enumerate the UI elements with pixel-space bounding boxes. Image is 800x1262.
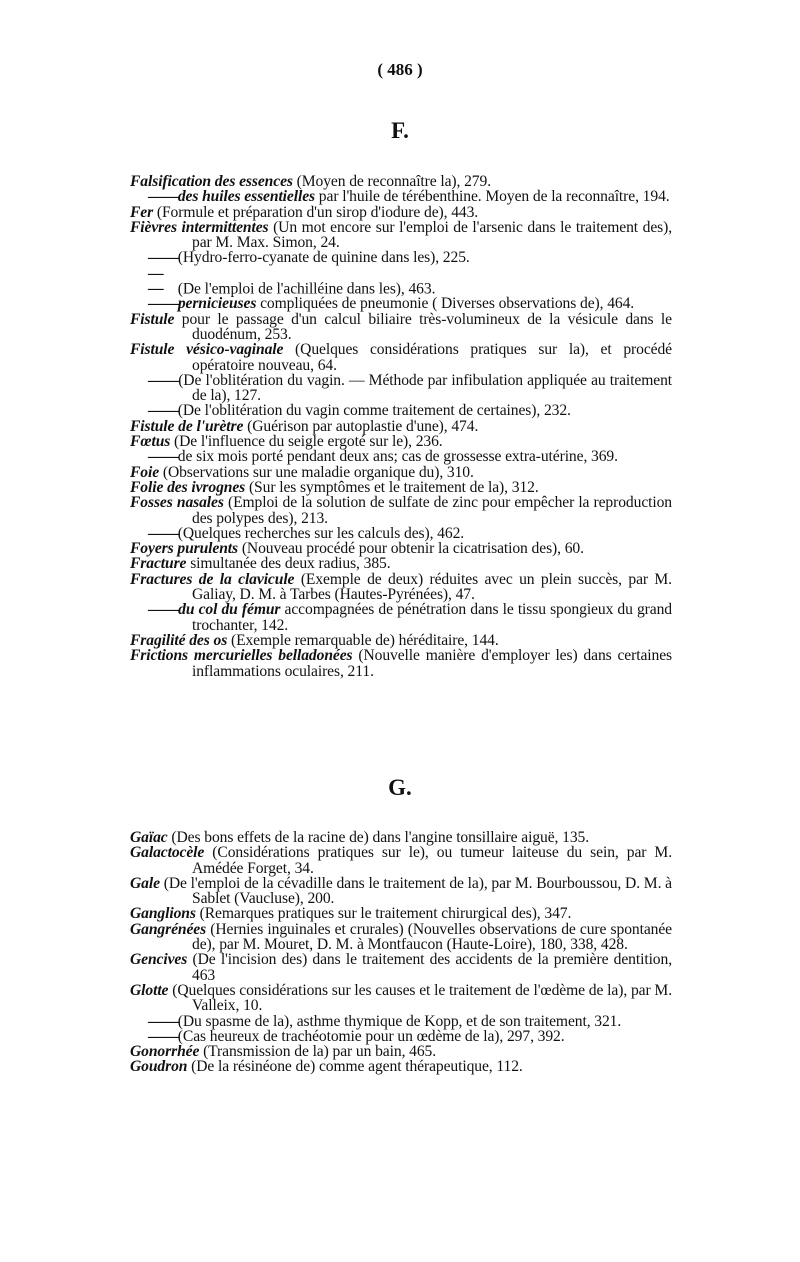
index-entry: —— (De l'oblitération du vagin. — Méthode par infibulation appliquée au traitement de la), 127. — [148, 371, 672, 405]
index-section-g — [130, 830, 672, 1075]
index-entry: Fistule vésico-vaginale (Quelques considérations pratiques sur la), et procédé opératoire nouveau, 64. — [130, 341, 672, 374]
index-entry: —— (Hydro-ferro-cyanate de quinine dans les), 225. — [148, 249, 470, 267]
index-entry: — — (De l'emploi de l'achilléine dans les), 463. — [148, 264, 436, 298]
index-entry: Ganglions (Remarques pratiques sur le traitement chirurgical des), 347. — [130, 905, 572, 923]
index-entry: —— (Quelques recherches sur les calculs des), 462. — [148, 524, 465, 542]
index-entry: Folie des ivrognes (Sur les symptômes et le traitement de la), 312. — [130, 478, 539, 496]
index-entry: Fracture simultanée des deux radius, 385. — [130, 555, 391, 573]
index-entry: Fistule de l'urètre (Guérison par autoplastie d'une), 474. — [130, 417, 479, 435]
index-entry: Gonorrhée (Transmission de la) par un bain, 465. — [130, 1043, 437, 1061]
index-entry: Gencives (De l'incision des) dans le traitement des accidents de la première dentition, 463 — [130, 951, 672, 984]
index-entry: Falsification des essences (Moyen de reconnaître la), 279. — [130, 173, 492, 190]
index-entry: Gale (De l'emploi de la cévadille dans le traitement de la), par M. Bourboussou, D. M. à Sablet (Vaucluse), 200. — [130, 874, 672, 908]
index-entry: Foie (Observations sur une maladie organique du), 310. — [130, 463, 474, 481]
index-entry: Gaïac (Des bons effets de la racine de) dans l'angine tonsillaire aiguë, 135. — [130, 829, 590, 846]
section-letter-f: F. — [391, 118, 409, 143]
index-entry: Fractures de la clavicule (Exemple de deux) réduites avec un plein succès, par M. Galiay, D. M. à Tarbes (Hautes-Pyrénées), 47. — [130, 570, 672, 604]
index-entry: —— des huiles essentielles par l'huile de térébenthine. Moyen de la reconnaître, 194. — [148, 188, 670, 206]
index-entry: Gangrénées (Hernies inguinales et crurales) (Nouvelles observations de cure spontanée de), par M. Mouret, D. M. à Montfaucon (Haute-Loire), 180, 338, 428. — [130, 920, 672, 954]
section-letter-g: G. — [388, 775, 412, 800]
index-entry: —— du col du fémur accompagnées de pénétration dans le tissu spongieux du grand trochanter, 142. — [148, 601, 672, 634]
index-entry: Glotte (Quelques considérations sur les causes et le traitement de l'œdème de la), par M. Valleix, 10. — [130, 981, 672, 1015]
index-entry: —— (De l'oblitération du vagin comme traitement de certaines), 232. — [148, 402, 571, 420]
index-entry: Frictions mercurielles belladonées (Nouvelle manière d'employer les) dans certaines inflammations oculaires, 211. — [130, 647, 672, 680]
index-entry: Fièvres intermittentes (Un mot encore sur l'emploi de l'arsenic dans le traitement des), par M. Max. Simon, 24. — [130, 218, 673, 252]
index-entry: —— pernicieuses compliquées de pneumonie ( Diverses observations de), 464. — [148, 295, 635, 313]
index-entry: —— (Cas heureux de trachéotomie pour un œdème de la), 297, 392. — [148, 1027, 565, 1045]
index-entry: Fer (Formule et préparation d'un sirop d'iodure de), 443. — [130, 203, 479, 221]
index-entry: Fœtus (De l'influence du seigle ergoté sur le), 236. — [130, 433, 443, 451]
index-entry: —— (Du spasme de la), asthme thymique de Kopp, et de son traitement, 321. — [148, 1012, 622, 1030]
index-section-f — [130, 174, 672, 679]
index-entry: Galactocèle (Considérations pratiques sur le), ou tumeur laiteuse du sein, par M. Amédée Forget, 34. — [130, 844, 672, 877]
index-entry: Fistule pour le passage d'un calcul biliaire très-volumineux de la vésicule dans le duodénum, 253. — [130, 310, 672, 343]
index-entry: Fosses nasales (Emploi de la solution de sulfate de zinc pour empêcher la reproduction des polypes des), 213. — [130, 494, 672, 527]
index-entry: —— de six mois porté pendant deux ans; cas de grossesse extra-utérine, 369. — [148, 448, 618, 466]
index-entry: Foyers purulents (Nouveau procédé pour obtenir la cicatrisation des), 60. — [130, 540, 584, 558]
page-number: ( 486 ) — [377, 60, 423, 79]
index-entry: Goudron (De la résinéone de) comme agent thérapeutique, 112. — [130, 1058, 523, 1076]
index-entry: Fragilité des os (Exemple remarquable de) héréditaire, 144. — [130, 631, 499, 649]
